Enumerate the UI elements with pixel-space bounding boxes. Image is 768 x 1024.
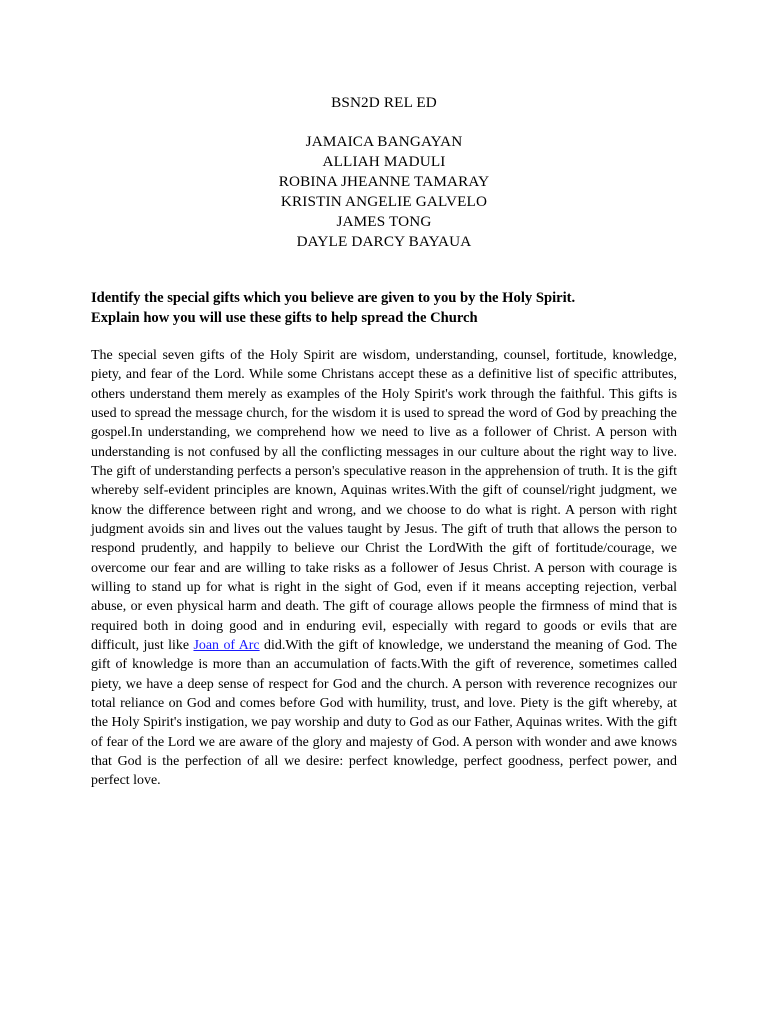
prompt-line-1: Identify the special gifts which you believe are given to you by the Holy Spirit. [91, 290, 576, 306]
author-name: KRISTIN ANGELIE GALVELO [280, 193, 488, 210]
prompt-line-2: Explain how you will use these gifts to help spread the Church [91, 310, 478, 326]
author-name: ALLIAH MADULI [322, 153, 446, 170]
essay-text-part-1: The special seven gifts of the Holy Spirit are wisdom, understanding, counsel, fortitude, knowledge, piety, and fear of the Lord. While some Christans accept these as a definitive list of specific attributes, others understand them merely as examples of the Holy Spirit's work through the faithful. This gifts is used to spread the message church, for the wisdom it is used to spread the word of God by preaching the gospel.In understanding, we comprehend how we need to live as a follower of Christ. A person with understanding is not confused by all the conflicting messages in our culture about the right way to live. The gift of understanding perfects a person's speculative reason in the apprehension of truth. It is the gift whereby self-evident principles are known, Aquinas writes.With the gift of counsel/right judgment, we know the difference between right and wrong, and we choose to do what is right. A person with right judgment avoids sin and lives out the values taught by Jesus. The gift of truth that allows the person to respond prudently, and happily to believe our Christ the LordWith the gift of fortitude/courage, we overcome our fear and are willing to take risks as a follower of Jesus Christ. A person with courage is willing to stand up for what is right in the sight of God, even if it means accepting rejection, verbal abuse, or even physical harm and death. The gift of courage allows people the firmness of mind that is required both in doing good and in enduring evil, especially with regard to goods or evils that are difficult, just like [91, 348, 677, 653]
essay-body [91, 346, 677, 791]
author-name: JAMES TONG [336, 213, 432, 230]
author-name: ROBINA JHEANNE TAMARAY [278, 173, 490, 190]
document-header [0, 93, 768, 252]
author-list [0, 132, 768, 252]
assignment-prompt [91, 288, 691, 328]
essay-text-part-2: did.With the gift of knowledge, we understand the meaning of God. The gift of knowledge is more than an accumulation of facts.With the gift of reverence, sometimes called piety, we have a deep sense of respect for God and the church. A person with reverence recognizes our total reliance on God and comes before God with humility, trust, and love. Piety is the gift whereby, at the Holy Spirit's instigation, we pay worship and duty to God as our Father, Aquinas writes. With the gift of fear of the Lord we are aware of the glory and majesty of God. A person with wonder and awe knows that God is the perfection of all we desire: perfect knowledge, perfect goodness, perfect power, and perfect love. [91, 637, 678, 789]
author-name: JAMAICA BANGAYAN [305, 133, 463, 150]
author-name: DAYLE DARCY BAYAUA [296, 233, 472, 250]
course-title: BSN2D REL ED [331, 94, 437, 111]
joan-of-arc-link[interactable]: Joan of Arc [193, 637, 260, 653]
